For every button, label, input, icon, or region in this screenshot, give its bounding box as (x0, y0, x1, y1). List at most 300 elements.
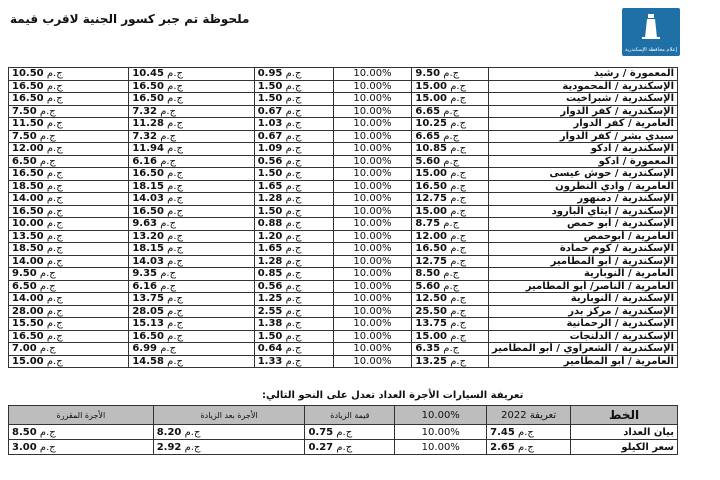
currency-label: ج.م (285, 343, 302, 355)
currency-label: ج.م (46, 305, 63, 317)
route-name: الإسكندرية / المحمودية (488, 80, 677, 93)
final-fare (9, 440, 154, 455)
fare-after-increase-value: 9.35 (132, 268, 158, 280)
fare-after-increase (129, 68, 254, 81)
old-fare-value: 12.75 (415, 255, 448, 267)
final-fare-value: 6.50 (12, 155, 37, 167)
increase-value-value: 1.03 (257, 118, 283, 130)
currency-label: ج.م (160, 130, 177, 142)
currency-label: ج.م (160, 280, 177, 292)
currency-label: ج.م (450, 80, 467, 92)
final-fare (9, 193, 129, 206)
currency-label: ج.م (167, 68, 183, 80)
fare-after-increase (129, 118, 254, 131)
increase-percent: 10.00% (333, 305, 412, 318)
final-fare-value: 16.50 (12, 168, 44, 180)
table-row (9, 280, 678, 293)
increase-percent: 10.00% (333, 255, 412, 268)
old-fare (412, 130, 489, 143)
table-row (9, 330, 678, 343)
table-row (9, 155, 678, 168)
rounding-note: ملحوظة تم جبر كسور الجنية لاقرب قيمة (10, 12, 250, 26)
final-fare (9, 180, 129, 193)
increase-value (254, 343, 333, 356)
increase-value-value: 1.09 (257, 143, 283, 155)
old-fare (487, 425, 571, 440)
old-fare (412, 105, 489, 118)
old-fare-value: 8.75 (415, 218, 441, 230)
currency-label: ج.م (443, 268, 460, 280)
fare-after-increase (129, 318, 254, 331)
final-fare (9, 318, 129, 331)
fare-after-increase-value: 16.50 (132, 205, 164, 217)
table-row (9, 68, 678, 81)
currency-label: ج.م (285, 330, 302, 342)
final-fare (9, 155, 129, 168)
currency-label: ج.م (46, 143, 63, 155)
final-fare (9, 230, 129, 243)
increase-value-value: 0.56 (257, 280, 283, 292)
final-fare (9, 330, 129, 343)
currency-label: ج.م (160, 105, 177, 117)
increase-value (254, 280, 333, 293)
old-fare (412, 205, 489, 218)
old-fare (412, 280, 489, 293)
route-name: العامرية / أبو المطامير (488, 355, 677, 368)
table-row (9, 80, 678, 93)
currency-label: ج.م (285, 305, 302, 317)
route-name: العامرية / النوبارية (488, 268, 677, 281)
increase-value (254, 130, 333, 143)
increase-value (254, 293, 333, 306)
increase-value (254, 68, 333, 81)
increase-percent: 10.00% (333, 355, 412, 368)
old-fare (412, 155, 489, 168)
currency-label: ج.م (46, 118, 63, 130)
fare-after-increase-value: 16.50 (132, 93, 164, 105)
currency-label: ج.م (285, 268, 302, 280)
increase-percent: 10.00% (333, 280, 412, 293)
fare-after-increase (129, 355, 254, 368)
currency-label: ج.م (443, 68, 460, 80)
currency-label: ج.م (46, 293, 63, 305)
increase-percent: 10.00% (333, 143, 412, 156)
increase-value (305, 440, 395, 455)
currency-label: ج.م (443, 130, 460, 142)
route-name: العامرية / الناصر/ أبو المطامير (488, 280, 677, 293)
table-row (9, 130, 678, 143)
final-fare (9, 355, 129, 368)
route-name: الإسكندرية / الشعراوي / أبو المطامير (488, 343, 677, 356)
increase-value-value: 1.50 (257, 330, 283, 342)
fare-after-increase-value: 9.63 (132, 218, 158, 230)
increase-value (254, 143, 333, 156)
final-fare-value: 14.00 (12, 193, 44, 205)
currency-label: ج.م (160, 343, 177, 355)
currency-label: ج.م (167, 255, 183, 267)
old-fare-value: 15.00 (415, 80, 448, 92)
increase-percent: 10.00% (333, 268, 412, 281)
fare-after-increase (129, 80, 254, 93)
route-name: المعمورة / رشيد (488, 68, 677, 81)
currency-label: ج.م (285, 243, 302, 255)
increase-value-value: 1.28 (257, 255, 283, 267)
currency-label: ج.م (39, 343, 56, 355)
fare-after-increase-value: 18.15 (132, 180, 164, 192)
increase-value (254, 255, 333, 268)
increase-percent: 10.00% (333, 343, 412, 356)
increase-value-value: 0.56 (257, 155, 283, 167)
increase-percent: 10.00% (333, 68, 412, 81)
fare-after-increase (129, 93, 254, 106)
increase-value-value: 1.50 (257, 80, 283, 92)
old-fare-value: 2.65 (490, 441, 515, 453)
final-fare-value: 11.50 (12, 118, 44, 130)
currency-label: ج.م (450, 318, 467, 330)
currency-label: ج.م (46, 68, 63, 80)
increase-value (254, 193, 333, 206)
currency-label: ج.م (450, 230, 467, 242)
final-fare-value: 13.50 (12, 230, 44, 242)
currency-label: ج.م (285, 205, 302, 217)
old-fare (412, 193, 489, 206)
increase-value-value: 1.50 (257, 205, 283, 217)
currency-label: ج.م (184, 426, 201, 438)
increase-percent: 10.00% (333, 293, 412, 306)
final-fare (9, 105, 129, 118)
currency-label: ج.م (336, 426, 353, 438)
currency-label: ج.م (285, 293, 302, 305)
increase-percent: 10.00% (333, 180, 412, 193)
currency-label: ج.م (450, 168, 467, 180)
routes-table-body (9, 68, 678, 368)
currency-label: ج.م (167, 305, 183, 317)
fare-after-increase-value: 14.03 (132, 193, 164, 205)
increase-value-value: 0.85 (257, 268, 283, 280)
currency-label: ج.م (46, 318, 63, 330)
header-tariff-2022: تعريفة 2022 (487, 406, 571, 425)
final-fare (9, 343, 129, 356)
currency-label: ج.م (46, 205, 63, 217)
old-fare (412, 268, 489, 281)
old-fare-value: 6.65 (415, 130, 441, 142)
currency-label: ج.م (285, 68, 302, 80)
fare-item-label: سعر الكيلو (571, 440, 678, 455)
currency-label: ج.م (39, 280, 56, 292)
fare-after-increase (129, 193, 254, 206)
increase-value (254, 180, 333, 193)
route-name: الإسكندرية / ايتاي البارود (488, 205, 677, 218)
currency-label: ج.م (285, 168, 302, 180)
old-fare (412, 93, 489, 106)
old-fare-value: 7.45 (490, 426, 515, 438)
currency-label: ج.م (167, 205, 183, 217)
currency-label: ج.م (167, 143, 183, 155)
currency-label: ج.م (39, 130, 56, 142)
increase-percent: 10.00% (395, 440, 487, 455)
route-name: العامرية / أبوحمص (488, 230, 677, 243)
fare-after-increase (129, 330, 254, 343)
increase-value-value: 1.65 (257, 243, 283, 255)
old-fare (412, 355, 489, 368)
table-row (9, 230, 678, 243)
header-fare-after-increase: الأجرة بعد الزيادة (153, 406, 305, 425)
old-fare-value: 12.75 (415, 193, 448, 205)
currency-label: ج.م (285, 230, 302, 242)
table-row (9, 268, 678, 281)
fare-after-increase (129, 130, 254, 143)
route-name: العامرية / كفر الدوار (488, 118, 677, 131)
currency-label: ج.م (46, 230, 63, 242)
currency-label: ج.م (443, 155, 460, 167)
route-name: الإسكندرية / ادكو (488, 143, 677, 156)
final-fare (9, 255, 129, 268)
currency-label: ج.م (167, 180, 183, 192)
increase-value-value: 1.50 (257, 168, 283, 180)
fare-after-increase-value: 16.50 (132, 80, 164, 92)
currency-label: ج.م (39, 155, 56, 167)
route-name: الإسكندرية / حوش عيسى (488, 168, 677, 181)
route-name: المعمورة / ادكو (488, 155, 677, 168)
increase-value (254, 168, 333, 181)
fare-after-increase (153, 425, 305, 440)
currency-label: ج.م (46, 218, 63, 230)
currency-label: ج.م (443, 105, 460, 117)
table-row (9, 440, 678, 455)
fare-after-increase-value: 6.16 (132, 280, 158, 292)
final-fare-value: 18.50 (12, 180, 44, 192)
fare-after-increase (129, 218, 254, 231)
fare-item-label: بيان العداد (571, 425, 678, 440)
currency-label: ج.م (285, 130, 302, 142)
increase-percent: 10.00% (333, 205, 412, 218)
final-fare (9, 243, 129, 256)
final-fare (9, 218, 129, 231)
route-name: الإسكندرية / كفر الدوار (488, 105, 677, 118)
route-name: الإسكندرية / كوم حمادة (488, 243, 677, 256)
currency-label: ج.م (285, 93, 302, 105)
table-row (9, 355, 678, 368)
currency-label: ج.م (39, 426, 56, 438)
final-fare (9, 80, 129, 93)
increase-value (254, 93, 333, 106)
final-fare (9, 168, 129, 181)
header-final-fare: الأجرة المقررة (9, 406, 154, 425)
fare-table-routes (8, 67, 678, 368)
table-row (9, 205, 678, 218)
old-fare (412, 68, 489, 81)
fare-after-increase-value: 14.03 (132, 255, 164, 267)
table-row (9, 425, 678, 440)
currency-label: ج.م (167, 93, 183, 105)
currency-label: ج.م (450, 293, 467, 305)
table-row (9, 143, 678, 156)
fare-after-increase-value: 7.32 (132, 130, 158, 142)
increase-percent: 10.00% (333, 118, 412, 131)
old-fare (412, 243, 489, 256)
old-fare-value: 6.65 (415, 105, 441, 117)
route-name: الإسكندرية / دمنهور (488, 193, 677, 206)
currency-label: ج.م (336, 441, 353, 453)
currency-label: ج.م (450, 355, 467, 367)
final-fare-value: 14.00 (12, 255, 44, 267)
increase-value (254, 268, 333, 281)
fare-after-increase (129, 255, 254, 268)
final-fare (9, 205, 129, 218)
final-fare-value: 16.50 (12, 93, 44, 105)
old-fare (412, 218, 489, 231)
increase-value-value: 0.75 (308, 426, 334, 438)
table-row (9, 105, 678, 118)
old-fare (412, 343, 489, 356)
increase-value (254, 118, 333, 131)
fare-after-increase-value: 28.05 (132, 305, 164, 317)
currency-label: ج.م (443, 280, 460, 292)
old-fare (487, 440, 571, 455)
route-name: الإسكندرية / أبو حمص (488, 218, 677, 231)
old-fare-value: 15.00 (415, 205, 448, 217)
fare-after-increase-value: 16.50 (132, 168, 164, 180)
old-fare-value: 13.75 (415, 318, 448, 330)
currency-label: ج.م (167, 355, 183, 367)
currency-label: ج.م (450, 243, 467, 255)
increase-value (254, 230, 333, 243)
table-row (9, 318, 678, 331)
old-fare (412, 118, 489, 131)
currency-label: ج.م (167, 318, 183, 330)
old-fare-value: 15.00 (415, 330, 448, 342)
fare-after-increase-value: 10.45 (132, 68, 164, 80)
old-fare-value: 12.50 (415, 293, 448, 305)
fare-after-increase (129, 280, 254, 293)
currency-label: ج.م (160, 268, 177, 280)
final-fare (9, 305, 129, 318)
currency-label: ج.م (285, 280, 302, 292)
currency-label: ج.م (167, 118, 183, 130)
final-fare-value: 9.50 (12, 268, 37, 280)
final-fare-value: 14.00 (12, 293, 44, 305)
final-fare-value: 10.50 (12, 68, 44, 80)
old-fare-value: 6.35 (415, 343, 441, 355)
old-fare-value: 13.25 (415, 355, 448, 367)
increase-value-value: 1.50 (257, 93, 283, 105)
currency-label: ج.م (285, 118, 302, 130)
increase-value-value: 1.65 (257, 180, 283, 192)
old-fare (412, 318, 489, 331)
currency-label: ج.م (450, 205, 467, 217)
table-row (9, 218, 678, 231)
currency-label: ج.م (443, 343, 460, 355)
meter-fare-table (8, 405, 678, 455)
currency-label: ج.م (285, 155, 302, 167)
fare-after-increase-value: 16.50 (132, 330, 164, 342)
currency-label: ج.م (167, 293, 183, 305)
fare-after-increase (129, 105, 254, 118)
final-fare-value: 16.50 (12, 330, 44, 342)
final-fare-value: 15.50 (12, 318, 44, 330)
currency-label: ج.م (285, 143, 302, 155)
increase-value (254, 105, 333, 118)
route-name: الإسكندرية / الدلنجات (488, 330, 677, 343)
final-fare (9, 425, 154, 440)
increase-value-value: 1.33 (257, 355, 283, 367)
final-fare-value: 15.00 (12, 355, 44, 367)
old-fare-value: 25.50 (415, 305, 448, 317)
currency-label: ج.م (285, 80, 302, 92)
final-fare (9, 293, 129, 306)
currency-label: ج.م (46, 355, 63, 367)
increase-value-value: 1.28 (257, 193, 283, 205)
final-fare-value: 7.50 (12, 130, 37, 142)
increase-value-value: 0.64 (257, 343, 283, 355)
fare-after-increase (129, 230, 254, 243)
fare-after-increase-value: 11.94 (132, 143, 164, 155)
currency-label: ج.م (167, 193, 183, 205)
table-row (9, 180, 678, 193)
increase-percent: 10.00% (333, 193, 412, 206)
final-fare-value: 10.00 (12, 218, 44, 230)
increase-percent: 10.00% (333, 93, 412, 106)
old-fare (412, 180, 489, 193)
fare-after-increase (153, 440, 305, 455)
final-fare-value: 6.50 (12, 280, 37, 292)
increase-percent: 10.00% (395, 425, 487, 440)
old-fare (412, 143, 489, 156)
old-fare-value: 5.60 (415, 155, 441, 167)
table-row (9, 243, 678, 256)
currency-label: ج.م (285, 355, 302, 367)
old-fare-value: 5.60 (415, 280, 441, 292)
currency-label: ج.م (450, 118, 467, 130)
final-fare-value: 16.50 (12, 80, 44, 92)
currency-label: ج.م (46, 80, 63, 92)
increase-value (254, 355, 333, 368)
currency-label: ج.م (285, 105, 302, 117)
final-fare-value: 18.50 (12, 243, 44, 255)
fare-after-increase (129, 343, 254, 356)
increase-value (305, 425, 395, 440)
currency-label: ج.م (450, 93, 467, 105)
route-name: الإسكندرية / مركز بدر (488, 305, 677, 318)
increase-percent: 10.00% (333, 155, 412, 168)
old-fare-value: 15.00 (415, 168, 448, 180)
currency-label: ج.م (285, 255, 302, 267)
increase-value-value: 0.88 (257, 218, 283, 230)
increase-value-value: 0.27 (308, 441, 334, 453)
increase-value-value: 0.67 (257, 105, 283, 117)
final-fare (9, 118, 129, 131)
old-fare (412, 255, 489, 268)
fare-after-increase-value: 8.20 (156, 426, 182, 438)
currency-label: ج.م (160, 218, 177, 230)
final-fare-value: 8.50 (12, 426, 37, 438)
fare-after-increase-value: 15.13 (132, 318, 164, 330)
fare-after-increase-value: 14.58 (132, 355, 164, 367)
fare-after-increase (129, 180, 254, 193)
fare-after-increase-value: 13.20 (132, 230, 164, 242)
increase-value (254, 305, 333, 318)
fare-after-increase (129, 168, 254, 181)
final-fare-value: 3.00 (12, 441, 37, 453)
final-fare (9, 68, 129, 81)
route-name: الإسكندرية / أبو المطامير (488, 255, 677, 268)
header-line: الخط (571, 406, 678, 425)
final-fare (9, 268, 129, 281)
fare-after-increase (129, 268, 254, 281)
currency-label: ج.م (46, 168, 63, 180)
increase-value-value: 1.38 (257, 318, 283, 330)
governorate-logo (622, 8, 680, 56)
